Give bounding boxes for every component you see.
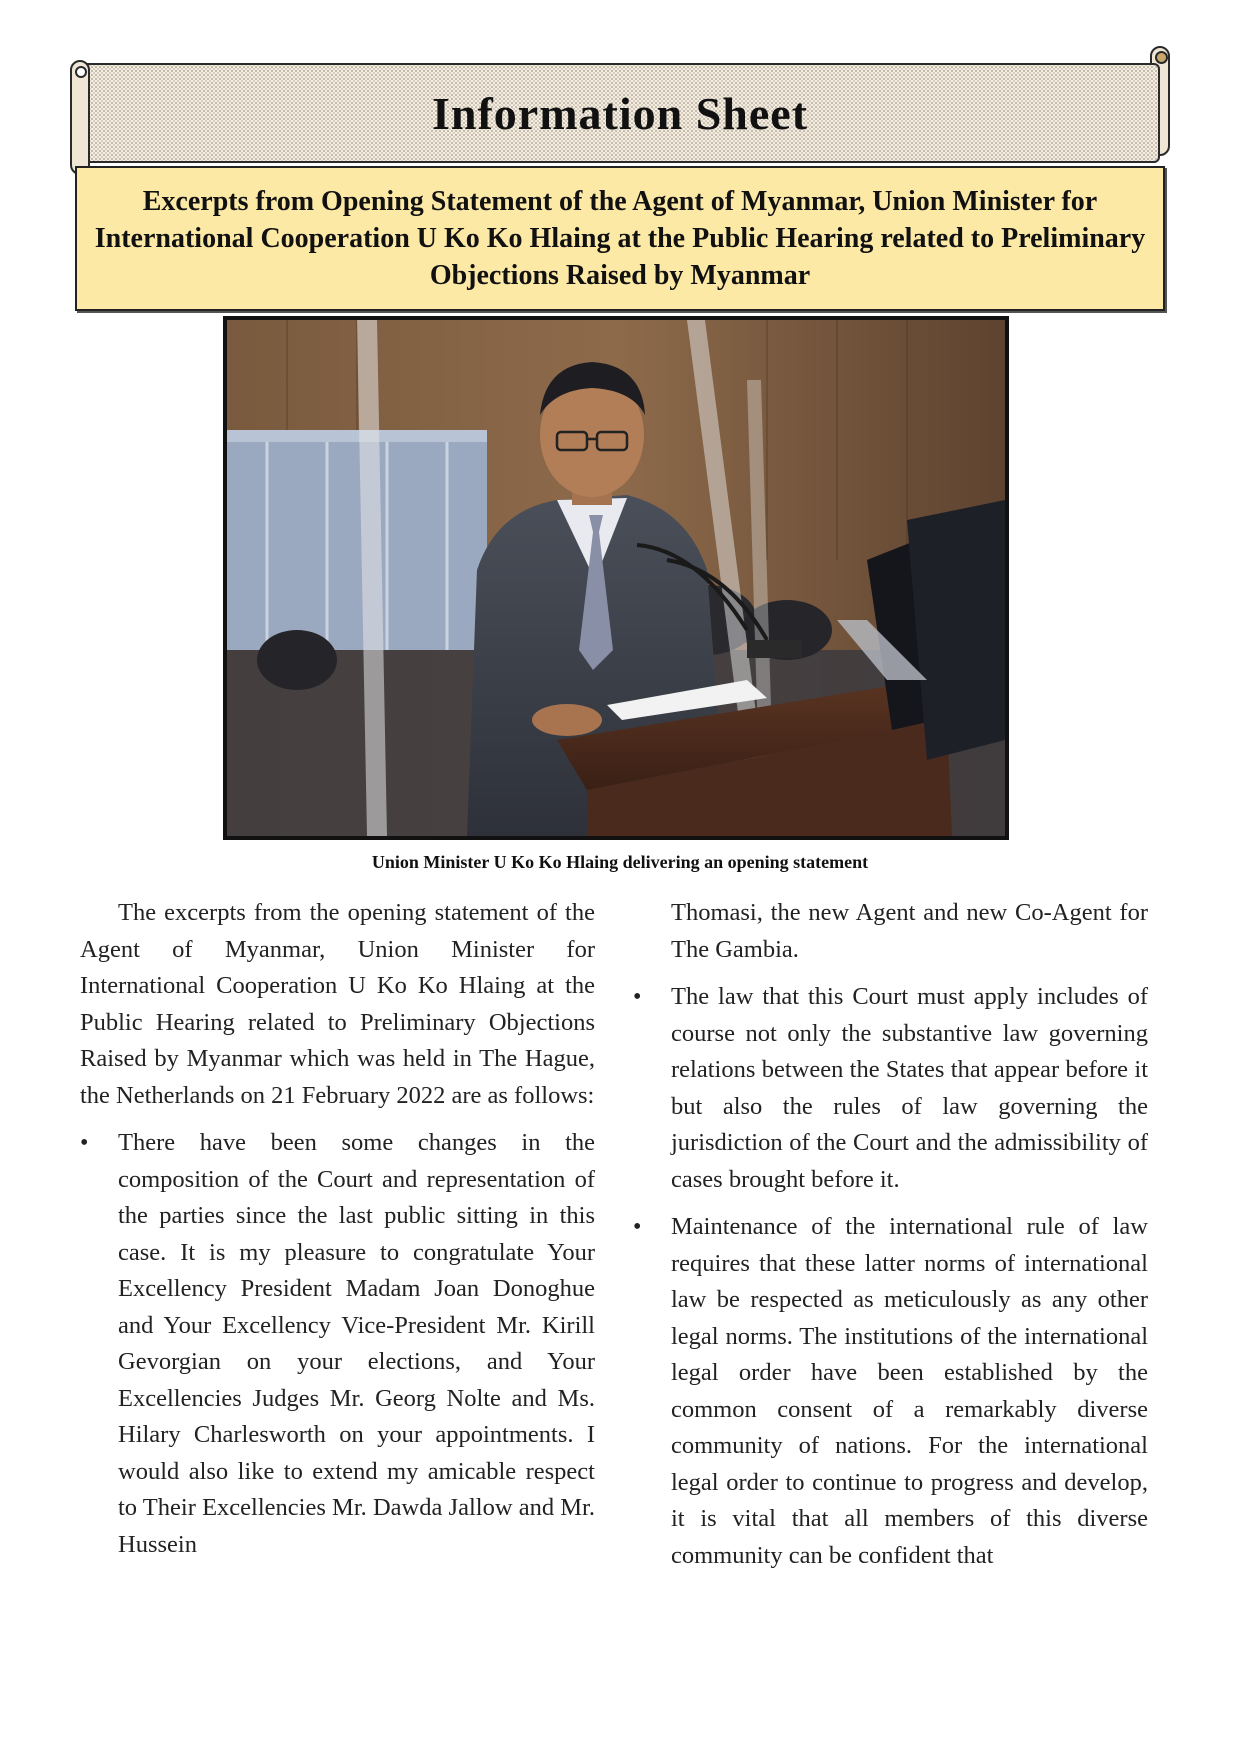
list-item [80, 1125, 595, 1563]
page-title: Information Sheet [431, 88, 809, 139]
left-column [80, 895, 595, 1574]
bullet-text: There have been some changes in the composition of the Court and representation of the parties since the last public sitting in this case. It is my pleasure to congratulate Your Excellency President Madam Joan Donoghue and Your Excellency Vice-President Mr. Kirill Gevorgian on your elections, and Your Excellencies Judges Mr. Georg Nolte and Ms. Hilary Charlesworth on your appointments. I would also like to extend my amicable respect to Their Excellencies Mr. Dawda Jallow and Mr. Hussein [118, 1129, 595, 1558]
list-item [633, 1209, 1148, 1574]
intro-paragraph: The excerpts from the opening statement of the Agent of Myanmar, Union Minister for International Cooperation U Ko Ko Hlaing at the Public Hearing related to Preliminary Objections Raised by Myanmar which was held in The Hague, the Netherlands on 21 February 2022 are as follows: [80, 899, 595, 1109]
scroll-curl-left [70, 60, 90, 175]
bullet-icon: • [80, 1130, 89, 1156]
list-item [633, 979, 1148, 1198]
subtitle-text: Excerpts from Opening Statement of the Agent of Myanmar, Union Minister for International Cooperation U Ko Ko Hlaing at the Public Hearing related to Preliminary Objections Raised by Myanmar [94, 186, 1146, 291]
subtitle-box [75, 166, 1165, 311]
bullet-text: The law that this Court must apply includes of course not only the substantive law governing relations between the States that appear before it but also the rules of law governing the jurisdiction of the Court and the admissibility of cases brought before it. [671, 983, 1148, 1193]
bullet-text: Maintenance of the international rule of law requires that these latter norms of international law be respected as meticulously as any other legal norms. The institutions of the international legal order have been established by the common consent of a remarkably diverse community of nations. For the international legal order to continue to progress and develop, it is vital that all members of this diverse community can be confident that [671, 1213, 1148, 1569]
speaker-photo [223, 316, 1009, 840]
continued-text: Thomasi, the new Agent and new Co-Agent for The Gambia. [671, 899, 1148, 963]
title-banner [80, 63, 1160, 163]
bullet-icon: • [633, 1214, 642, 1240]
photo-caption: Union Minister U Ko Ko Hlaing delivering an opening statement [371, 852, 869, 872]
bullet-icon: • [633, 984, 642, 1010]
right-column [633, 895, 1148, 1585]
